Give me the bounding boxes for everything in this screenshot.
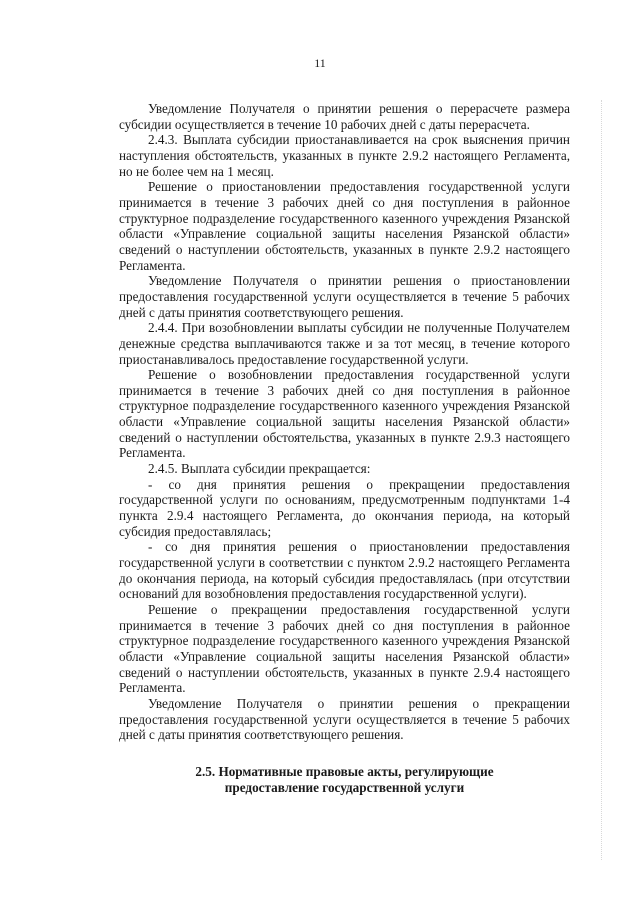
page-number: 11 (314, 56, 326, 70)
paragraph-suspension-notice: Уведомление Получателя о принятии решения о приостановлении предоставления государственной услуги осуществляется в течение 5 рабочих дней с даты принятия соответствующего решения. (119, 273, 570, 320)
paragraph-termination-notice: Уведомление Получателя о принятии решения о прекращении предоставления государственной услуги осуществляется в течение 5 рабочих дней с даты принятия соответствующего решения. (119, 695, 570, 743)
section-heading-2-5 (119, 764, 570, 795)
list-item-suspension-grounds: - со дня принятия решения о приостановлении предоставления государственной услуги в соответствии с пунктом 2.9.2 настоящего Регламента до окончания периода, на который субсидия предоставлялась (при отсутствии оснований для возобновления предоставления государственной услуги). (119, 539, 570, 602)
paragraph-2-4-3: 2.4.3. Выплата субсидии приостанавливается на срок выяснения причин наступления обстоятельств, указанных в пункте 2.9.2 настоящего Регламента, но не более чем на 1 месяц. (119, 132, 570, 179)
paragraph-suspension-decision: Решение о приостановлении предоставления государственной услуги принимается в течение 3 рабочих дней со дня поступления в районное структурное подразделение государственного казенного учреждения Рязанской области «Управление социальной защиты населения Рязанской области» сведений о наступлении обстоятельств, указанных в пункте 2.9.2 настоящего Регламента. (119, 179, 570, 273)
list-item-termination-grounds: - со дня принятия решения о прекращении предоставления государственной услуги по основаниям, предусмотренным подпунктами 1-4 пункта 2.9.4 настоящего Регламента, до окончания периода, на который субсидия предоставлялась; (119, 476, 570, 539)
section-heading-line-1: 2.5. Нормативные правовые акты, регулирующие (195, 764, 494, 779)
paragraph-2-4-5: 2.4.5. Выплата субсидии прекращается: (148, 461, 371, 477)
paragraph-2-4-4: 2.4.4. При возобновлении выплаты субсидии не полученные Получателем денежные средства выплачиваются также и за тот месяц, в течение которого приостанавливалось предоставление государственной услуги. (119, 320, 570, 367)
paragraph-resumption-decision: Решение о возобновлении предоставления государственной услуги принимается в течение 3 рабочих дней со дня поступления в районное структурное подразделение государственного казенного учреждения Рязанской области «Управление социальной защиты населения Рязанской области» сведений о наступлении обстоятельства, указанных в пункте 2.9.3 настоящего Регламента. (119, 367, 570, 461)
paragraph-recalculation-notice: Уведомление Получателя о принятии решения о перерасчете размера субсидии осуществляется в течение 10 рабочих дней с даты перерасчета. (119, 101, 570, 132)
paragraph-termination-decision: Решение о прекращении предоставления государственной услуги принимается в течение 3 рабочих дней со дня поступления в районное структурное подразделение государственного казенного учреждения Рязанской области «Управление социальной защиты населения Рязанской области» сведений о наступлении обстоятельств, указанных в пункте 2.9.4 настоящего Регламента. (119, 602, 570, 696)
document-body (119, 101, 570, 743)
section-heading-line-2: предоставление государственной услуги (224, 779, 465, 795)
scan-edge-mark (600, 100, 602, 860)
